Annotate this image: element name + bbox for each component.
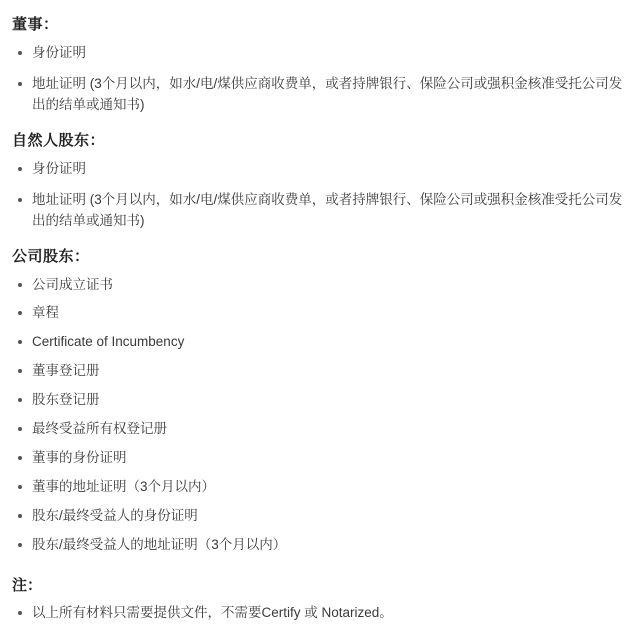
- list-item: 章程: [12, 303, 628, 324]
- list-item: 股东登记册: [12, 390, 628, 411]
- list-item: 股东/最终受益人的身份证明: [12, 506, 628, 527]
- list-item: 身份证明: [12, 43, 628, 64]
- section-corporate-shareholders: [12, 246, 628, 556]
- section-heading-corporate-shareholders: 公司股东：: [12, 247, 90, 265]
- requirements-list-individual-shareholders: [12, 159, 628, 232]
- list-item: 股东/最终受益人的地址证明（3个月以内）: [12, 535, 628, 556]
- section-heading-note: 注：: [12, 576, 43, 594]
- list-item: 地址证明 (3个月以内，如水/电/煤供应商收费单，或者持牌银行、保险公司或强积金核准受托公司发出的结单或通知书): [12, 190, 628, 232]
- section-heading-directors: 董事：: [12, 16, 59, 33]
- list-item: 以上所有材料只需要提供文件，不需要Certify 或 Notarized。: [12, 603, 628, 624]
- requirements-list-corporate-shareholders: [12, 275, 628, 556]
- section-heading-individual-shareholders: 自然人股东：: [12, 131, 106, 149]
- section-note: [12, 574, 628, 624]
- list-item: 董事的地址证明（3个月以内）: [12, 477, 628, 498]
- list-item: 董事的身份证明: [12, 448, 628, 469]
- list-item: 最终受益所有权登记册: [12, 419, 628, 440]
- note-list: [12, 603, 628, 624]
- section-directors: [12, 14, 628, 116]
- section-individual-shareholders: [12, 130, 628, 232]
- list-item: 董事登记册: [12, 361, 628, 382]
- list-item: 公司成立证书: [12, 275, 628, 296]
- requirements-list-directors: [12, 43, 628, 116]
- list-item: 身份证明: [12, 159, 628, 180]
- list-item: 地址证明 (3个月以内，如水/电/煤供应商收费单，或者持牌银行、保险公司或强积金核准受托公司发出的结单或通知书): [12, 74, 628, 116]
- list-item: Certificate of Incumbency: [12, 332, 628, 353]
